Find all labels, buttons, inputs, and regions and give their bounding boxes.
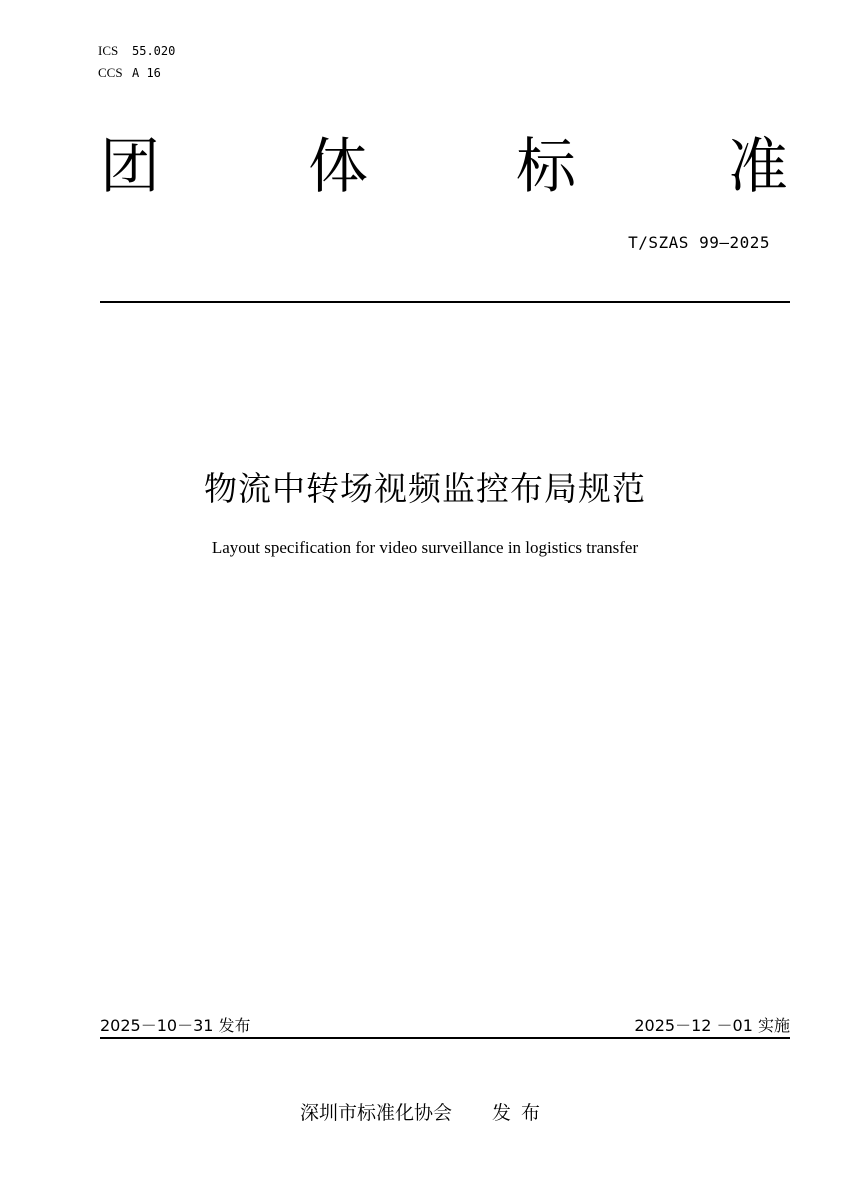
ccs-label: CCS bbox=[98, 65, 123, 80]
standard-type-char: 标 bbox=[516, 132, 576, 202]
classification-codes bbox=[98, 40, 175, 84]
ics-line bbox=[98, 40, 175, 62]
top-divider bbox=[100, 301, 790, 303]
standard-type-char: 团 bbox=[100, 132, 160, 202]
publisher-name: 深圳市标准化协会 bbox=[299, 1102, 452, 1124]
ccs-value: A 16 bbox=[132, 66, 161, 80]
standard-number: T/SZAS 99—2025 bbox=[628, 233, 770, 252]
document-title-chinese: 物流中转场视频监控布局规范 bbox=[204, 469, 646, 508]
release-date: 2025－10－31 发布 bbox=[100, 1016, 251, 1035]
publisher-label: 发布 bbox=[492, 1102, 551, 1124]
publisher-line bbox=[0, 1098, 850, 1125]
ics-label: ICS bbox=[98, 43, 119, 58]
standard-type-char: 准 bbox=[728, 132, 788, 202]
implementation-date: 2025－12 －01 实施 bbox=[634, 1016, 790, 1035]
ics-value: 55.020 bbox=[132, 44, 176, 58]
standard-type-char: 体 bbox=[308, 132, 368, 202]
ccs-line bbox=[98, 62, 175, 84]
standard-type-heading bbox=[100, 132, 790, 202]
document-title-english: Layout specification for video surveillance in logistics transfer bbox=[211, 538, 639, 557]
bottom-divider bbox=[100, 1037, 790, 1039]
